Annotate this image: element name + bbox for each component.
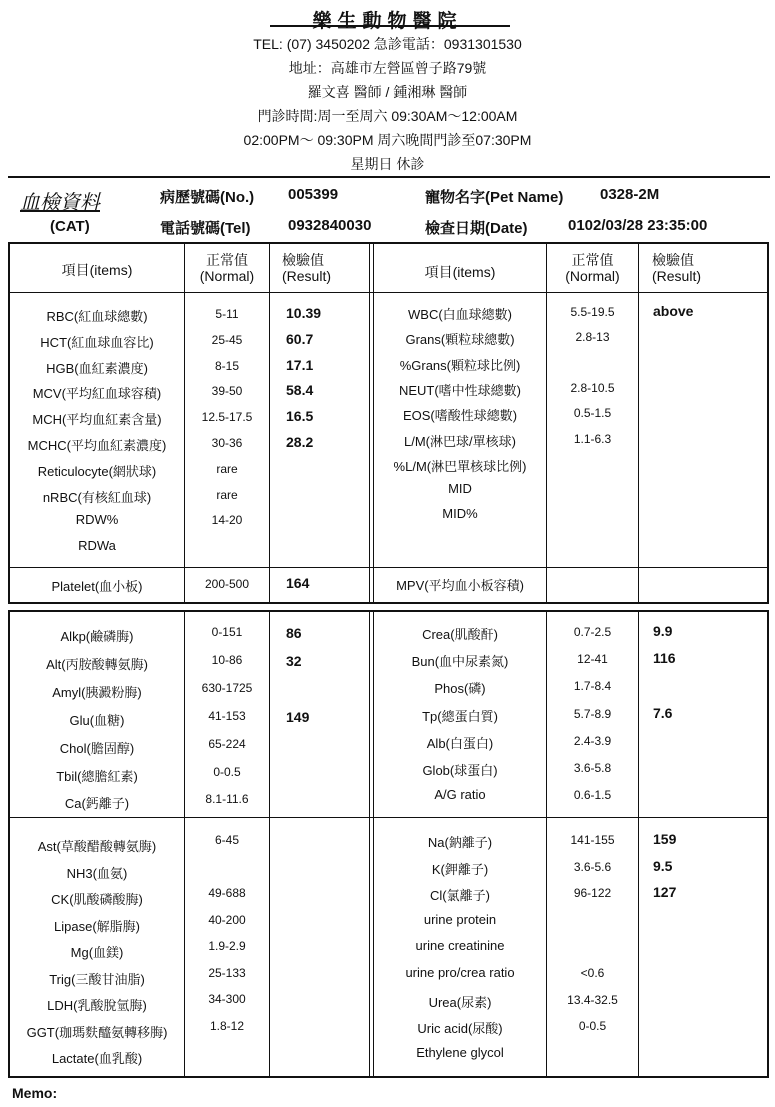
hours-line-2: 02:00PM～ 09:30PM 周六晚間門診至07:30PM: [243, 132, 532, 148]
test-name-chem2_left-6: LDH(乳酸脫氫脢): [47, 998, 147, 1013]
record-no-label: 病歷號碼(No.): [160, 189, 255, 206]
test-name-cbc_right-3: NEUT(嗜中性球總數): [398, 383, 522, 398]
closed-line: 星期日 休診: [350, 156, 425, 172]
col-header-normal: 正常值: [571, 252, 614, 268]
tel: 0932840030: [288, 217, 372, 234]
test-name-chem2_right-2: Cl(氯離子): [430, 888, 490, 903]
pet-name: 0328-2M: [600, 186, 660, 203]
col-divider: [638, 611, 639, 1077]
result-value-cbc_left-4: 16.5: [286, 408, 314, 424]
normal-range-chem1_right-4: 2.4-3.9: [573, 734, 612, 748]
normal-range-chem2_left-6: 34-300: [208, 992, 246, 1006]
test-name-chem2_right-0: Na(鈉離子): [427, 835, 493, 850]
normal-range-chem2_left-4: 1.9-2.9: [208, 939, 246, 953]
test-name-cbc_left-4: MCH(平均血紅素含量): [32, 412, 162, 427]
col-header-result: 檢驗值: [282, 252, 324, 268]
col-header-result: 檢驗值: [652, 252, 694, 268]
test-name-chem1_left-2: Amyl(胰澱粉脢): [52, 685, 142, 700]
normal-range-cbc_right-4: 0.5-1.5: [573, 406, 612, 420]
result-value-chem1_right-0: 9.9: [653, 623, 673, 639]
normal-range-chem1_left-0: 0-151: [211, 625, 243, 639]
col-divider: [638, 243, 639, 603]
normal-range-chem2_right-6: 13.4-32.5: [567, 993, 618, 1007]
test-name-chem1_left-6: Ca(鈣離子): [64, 796, 130, 811]
test-name-cbc_left-5: MCHC(平均血紅素濃度): [27, 438, 167, 453]
test-name-cbc_left-0: RBC(紅血球總數): [46, 309, 148, 324]
hospital-name: 樂生動物醫院: [312, 11, 463, 32]
test-name-chem2_left-8: Lactate(血乳酸): [51, 1051, 143, 1066]
result-value-chem1_right-3: 7.6: [653, 705, 673, 721]
test-name-cbc_right-4: EOS(嗜酸性球總數): [402, 408, 518, 423]
test-name-cbc_right-5: L/M(淋巴球/單核球): [404, 434, 516, 449]
test-name-chem1_right-1: Bun(血中尿素氮): [411, 654, 509, 669]
normal-range-chem1_left-4: 65-224: [208, 737, 246, 751]
test-name-chem2_right-6: Urea(尿素): [428, 995, 492, 1010]
test-name-chem2_right-3: urine protein: [423, 912, 497, 927]
test-name-chem1_right-3: Tp(總蛋白質): [422, 709, 498, 724]
result-value-cbc_right-0: above: [653, 303, 694, 319]
test-name-cbc_left-2: HGB(血紅素濃度): [46, 361, 148, 376]
result-value-cbc_left-3: 58.4: [286, 382, 314, 398]
result-value-chem2_right-1: 9.5: [653, 858, 673, 874]
test-name-chem1_right-5: Glob(球蛋白): [422, 763, 498, 778]
test-name-chem2_left-1: NH3(血氨): [66, 866, 128, 881]
normal-range-cbc_right-0: 5.5-19.5: [570, 305, 615, 319]
result-value-cbc_left-2: 17.1: [286, 357, 314, 373]
memo-label: Memo:: [12, 1085, 58, 1101]
test-name-cbc_right-7: MID: [448, 481, 472, 496]
test-name-cbc_left-7: nRBC(有核紅血球): [42, 490, 152, 505]
normal-range-cbc_left-8: 14-20: [211, 513, 243, 527]
normal-range-chem2_right-2: 96-122: [573, 886, 612, 900]
test-name-platelet_right: MPV(平均血小板容積): [396, 578, 524, 593]
col-header-result-en: (Result): [282, 268, 332, 284]
test-name-cbc_left-8: RDW%: [75, 512, 119, 527]
col-header-items: 項目(items): [424, 264, 496, 280]
normal-range-chem2_right-0: 141-155: [570, 833, 615, 847]
test-name-chem2_left-2: CK(肌酸磷酸脢): [51, 892, 143, 907]
test-name-chem2_right-5: urine pro/crea ratio: [405, 965, 515, 980]
test-name-chem2_left-3: Lipase(解脂脢): [54, 919, 140, 934]
test-name-chem1_right-6: A/G ratio: [434, 787, 486, 802]
result-value-cbc_left-1: 60.7: [286, 331, 314, 347]
test-name-chem2_left-4: Mg(血鎂): [70, 945, 124, 960]
test-name-cbc_right-1: Grans(顆粒球總數): [405, 332, 515, 347]
normal-range-cbc_left-0: 5-11: [215, 307, 239, 321]
normal-range-chem1_right-1: 12-41: [577, 652, 608, 666]
test-name-chem1_left-0: Alkp(鹼磷脢): [60, 629, 134, 644]
tel-label: 電話號碼(Tel): [160, 220, 251, 237]
normal-range-chem1_right-0: 0.7-2.5: [573, 625, 612, 639]
normal-range-cbc_left-3: 39-50: [211, 384, 243, 398]
result-value-cbc_left-0: 10.39: [286, 305, 322, 321]
hours-line-1: 門診時間:周一至周六 09:30AM～12:00AM: [257, 108, 518, 124]
col-divider: [269, 243, 270, 603]
species: (CAT): [50, 218, 90, 235]
header-divider: [9, 292, 768, 293]
col-divider: [546, 243, 547, 603]
normal-range-cbc_left-6: rare: [216, 462, 238, 476]
col-header-normal-en: (Normal): [199, 268, 255, 284]
platelet-divider: [9, 567, 768, 568]
normal-range-chem2_left-5: 25-133: [208, 966, 246, 980]
normal-range-cbc_left-4: 12.5-17.5: [201, 410, 253, 424]
test-name-chem2_right-7: Uric acid(尿酸): [417, 1021, 503, 1036]
test-name-cbc_right-6: %L/M(淋巴單核球比例): [393, 459, 527, 474]
date: 0102/03/28 23:35:00: [568, 217, 708, 234]
doctors-line: 羅文喜 醫師 / 鍾湘琳 醫師: [307, 84, 468, 100]
normal-range-chem1_right-5: 3.6-5.8: [573, 761, 612, 775]
normal-range-chem2_right-5: <0.6: [580, 966, 605, 980]
test-name-cbc_right-0: WBC(白血球總數): [408, 307, 512, 322]
test-name-cbc_right-2: %Grans(顆粒球比例): [399, 358, 521, 373]
normal-range-chem2_left-0: 6-45: [214, 833, 240, 847]
test-name-chem2_left-7: GGT(珈瑪麩醯氨轉移脢): [26, 1025, 168, 1040]
normal-range-chem2_left-7: 1.8-12: [209, 1019, 245, 1033]
pet-name-label: 寵物名字(Pet Name): [425, 189, 564, 206]
col-header-result-en: (Result): [652, 268, 702, 284]
normal-range-chem2_right-1: 3.6-5.6: [573, 860, 612, 874]
normal-range-chem1_right-3: 5.7-8.9: [573, 707, 612, 721]
normal-range-chem2_left-2: 49-688: [208, 886, 246, 900]
chem-divider: [9, 817, 768, 818]
normal-range-chem1_right-2: 1.7-8.4: [573, 679, 612, 693]
test-name-chem2_right-1: K(鉀離子): [431, 862, 489, 877]
normal-range-chem1_left-3: 41-153: [208, 709, 246, 723]
test-name-chem2_right-8: Ethylene glycol: [416, 1045, 504, 1060]
result-value-chem2_right-0: 159: [653, 831, 677, 847]
title-underline: [270, 25, 510, 27]
test-name-platelet_left: Platelet(血小板): [51, 579, 143, 594]
col-divider: [369, 243, 370, 603]
result-value-cbc_left-5: 28.2: [286, 434, 314, 450]
normal-range-cbc_left-1: 25-45: [211, 333, 243, 347]
col-divider: [269, 611, 270, 1077]
test-name-cbc_left-9: RDWa: [78, 538, 116, 553]
test-name-chem2_right-4: urine creatinine: [415, 938, 505, 953]
col-header-normal-en: (Normal): [565, 268, 620, 284]
normal-range-chem1_right-6: 0.6-1.5: [573, 788, 612, 802]
address-line: 地址：高雄市左營區曾子路79號: [288, 60, 487, 76]
normal-range-chem1_left-2: 630-1725: [201, 681, 253, 695]
normal-range-cbc_right-3: 2.8-10.5: [570, 381, 615, 395]
normal-range-cbc_right-5: 1.1-6.3: [573, 432, 612, 446]
test-name-chem1_right-4: Alb(白蛋白): [426, 736, 494, 751]
result-value-platelet_left: 164: [286, 575, 310, 591]
col-divider: [369, 611, 370, 1077]
normal-range-cbc_right-1: 2.8-13: [575, 330, 610, 344]
col-header-items: 項目(items): [61, 262, 133, 278]
normal-range-chem2_left-3: 40-200: [208, 913, 246, 927]
normal-range-platelet_left: 200-500: [204, 577, 250, 591]
result-value-chem1_left-1: 32: [286, 653, 302, 669]
result-value-chem2_right-2: 127: [653, 884, 677, 900]
test-name-cbc_left-3: MCV(平均紅血球容積): [32, 386, 162, 401]
test-name-cbc_left-1: HCT(紅血球血容比): [40, 335, 154, 350]
blood-test-title: 血檢資料: [20, 190, 100, 214]
result-value-chem1_right-1: 116: [653, 650, 676, 666]
test-name-cbc_right-8: MID%: [442, 506, 478, 521]
test-name-chem1_left-1: Alt(丙胺酸轉氨脢): [46, 657, 148, 672]
test-name-chem1_right-0: Crea(肌酸酐): [422, 627, 498, 642]
normal-range-chem1_left-6: 8.1-11.6: [205, 792, 249, 806]
normal-range-chem1_left-1: 10-86: [211, 653, 243, 667]
normal-range-cbc_left-5: 30-36: [211, 436, 243, 450]
record-no: 005399: [288, 186, 339, 203]
test-name-chem1_left-5: Tbil(總膽紅素): [56, 769, 138, 784]
date-label: 檢查日期(Date): [425, 220, 528, 237]
tel-line: TEL: (07) 3450202 急診電話：0931301530: [253, 36, 522, 52]
normal-range-cbc_left-2: 8-15: [214, 359, 240, 373]
test-name-chem2_left-5: Trig(三酸甘油脂): [49, 972, 145, 987]
result-value-chem1_left-3: 149: [286, 709, 310, 725]
result-value-chem1_left-0: 86: [286, 625, 302, 641]
test-name-chem1_left-3: Glu(血糖): [69, 713, 125, 728]
test-name-chem2_left-0: Ast(草酸醋酸轉氨脢): [37, 839, 157, 854]
test-name-chem1_right-2: Phos(磷): [434, 681, 486, 696]
test-name-chem1_left-4: Chol(膽固醇): [59, 741, 135, 756]
normal-range-chem1_left-5: 0-0.5: [213, 765, 241, 779]
header-rule: [8, 176, 770, 178]
col-header-normal: 正常值: [206, 252, 248, 268]
normal-range-cbc_left-7: rare: [216, 488, 238, 502]
test-name-cbc_left-6: Reticulocyte(網狀球): [37, 464, 157, 479]
normal-range-chem2_right-7: 0-0.5: [578, 1019, 607, 1033]
